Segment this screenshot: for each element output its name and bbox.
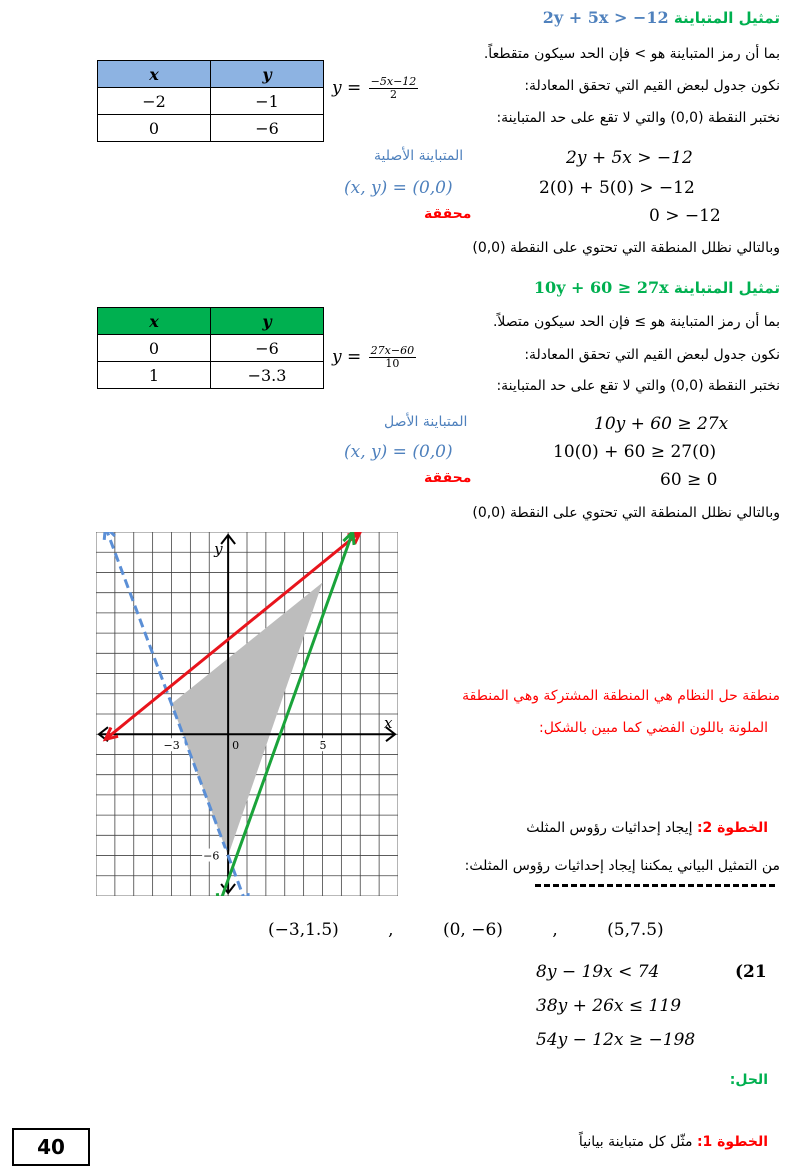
inequality-graph (96, 532, 398, 896)
section1-heading-math: 2y + 5x > −12 (542, 8, 669, 27)
section2-row3-label: محققة (424, 470, 472, 486)
tick-label-neg3: −3 (163, 739, 180, 753)
x-axis-label: x (384, 714, 393, 733)
section2-line2: نكون جدول لبعض القيم التي تحقق المعادلة: (524, 347, 780, 363)
page-number: 40 (12, 1128, 90, 1166)
section2-value-table: x y 0 −6 1 −3.3 (97, 307, 324, 389)
problem21-line2: 38y + 26x ≤ 119 (536, 996, 682, 1016)
step1-line (579, 1134, 768, 1150)
section2-line3: نختبر النقطة (0,0) والتي لا تقع على حد المتباينة: (496, 378, 780, 394)
section1-row3-math: 0 > −12 (649, 206, 721, 226)
section1-heading (543, 8, 780, 27)
section2-line1: بما أن رمز المتباينة هو ≥ فإن الحد سيكون متصلاً. (492, 314, 780, 330)
vertices-row: (−3,1.5) , (0, −6) , (5,7.5) (268, 920, 664, 940)
region-text-1: منطقة حل النظام هي المنطقة المشتركة وهي المنطقة (462, 688, 780, 704)
step1-label: الخطوة 1: (696, 1134, 768, 1150)
section1-conclusion: وبالتالي نظلل المنطقة التي تحتوي على النقطة (0,0) (472, 240, 780, 256)
section2-row1-label: المتباينة الأصل (384, 414, 468, 430)
region-text-2: الملونة باللون الفضي كما مبين بالشكل: (539, 720, 768, 736)
section1-line1: بما أن رمز المتباينة هو > فإن الحد سيكون متقطعاً. (483, 46, 780, 62)
step2-line (526, 820, 768, 836)
problem21-line1: 8y − 19x < 74 (536, 962, 660, 982)
step2-text: إيجاد إحداثيات رؤوس المثلث (526, 820, 693, 836)
section2-row2-label: (x, y) = (0,0) (344, 442, 453, 462)
problem21-line3: 54y − 12x ≥ −198 (536, 1030, 696, 1050)
arrowhead-dashed-start (104, 532, 115, 540)
section1-row3-label: محققة (424, 206, 472, 222)
section2-heading (534, 278, 780, 297)
section2-heading-math: 10y + 60 ≥ 27x (533, 278, 669, 297)
section1-line2: نكون جدول لبعض القيم التي تحقق المعادلة: (524, 78, 780, 94)
section1-row1-math: 2y + 5x > −12 (566, 148, 693, 168)
problem21-number: (21 (735, 962, 767, 982)
section1-heading-label: تمثيل المتباينة (673, 9, 780, 27)
section2-heading-label: تمثيل المتباينة (673, 279, 780, 297)
tick-label-neg6: −6 (203, 849, 220, 863)
section2-conclusion: وبالتالي نظلل المنطقة التي تحتوي على النقطة (0,0) (472, 505, 780, 521)
section2-row2-math: 10(0) + 60 ≥ 27(0) (553, 442, 717, 462)
section1-row1-label: المتباينة الأصلية (374, 148, 464, 164)
section1-row2-math: 2(0) + 5(0) > −12 (539, 178, 695, 198)
tick-label-5: 5 (319, 739, 327, 753)
section1-equation: y = $\frac{-5x-12}{2}$ (332, 75, 417, 101)
step1-text: مثّل كل متباينة بيانياً (578, 1134, 693, 1150)
section2-row3-math: 60 ≥ 0 (660, 470, 718, 490)
section2-equation: y = $\frac{27x-60}{10}$ (332, 344, 415, 370)
section2-row1-math: 10y + 60 ≥ 27x (594, 414, 729, 434)
solution-label: الحل: (729, 1072, 768, 1088)
step2-desc: من التمثيل البياني يمكننا إيجاد إحداثيات رؤوس المثلث: (464, 858, 780, 874)
tick-label-0: 0 (232, 739, 240, 753)
section1-line3: نختبر النقطة (0,0) والتي لا تقع على حد المتباينة: (496, 110, 780, 126)
section1-row2-label: (x, y) = (0,0) (344, 178, 453, 198)
step2-label: الخطوة 2: (696, 820, 768, 836)
separator-line (535, 884, 775, 887)
section1-value-table: x y −2 −1 0 −6 (97, 60, 324, 142)
y-axis-label: y (214, 540, 223, 558)
